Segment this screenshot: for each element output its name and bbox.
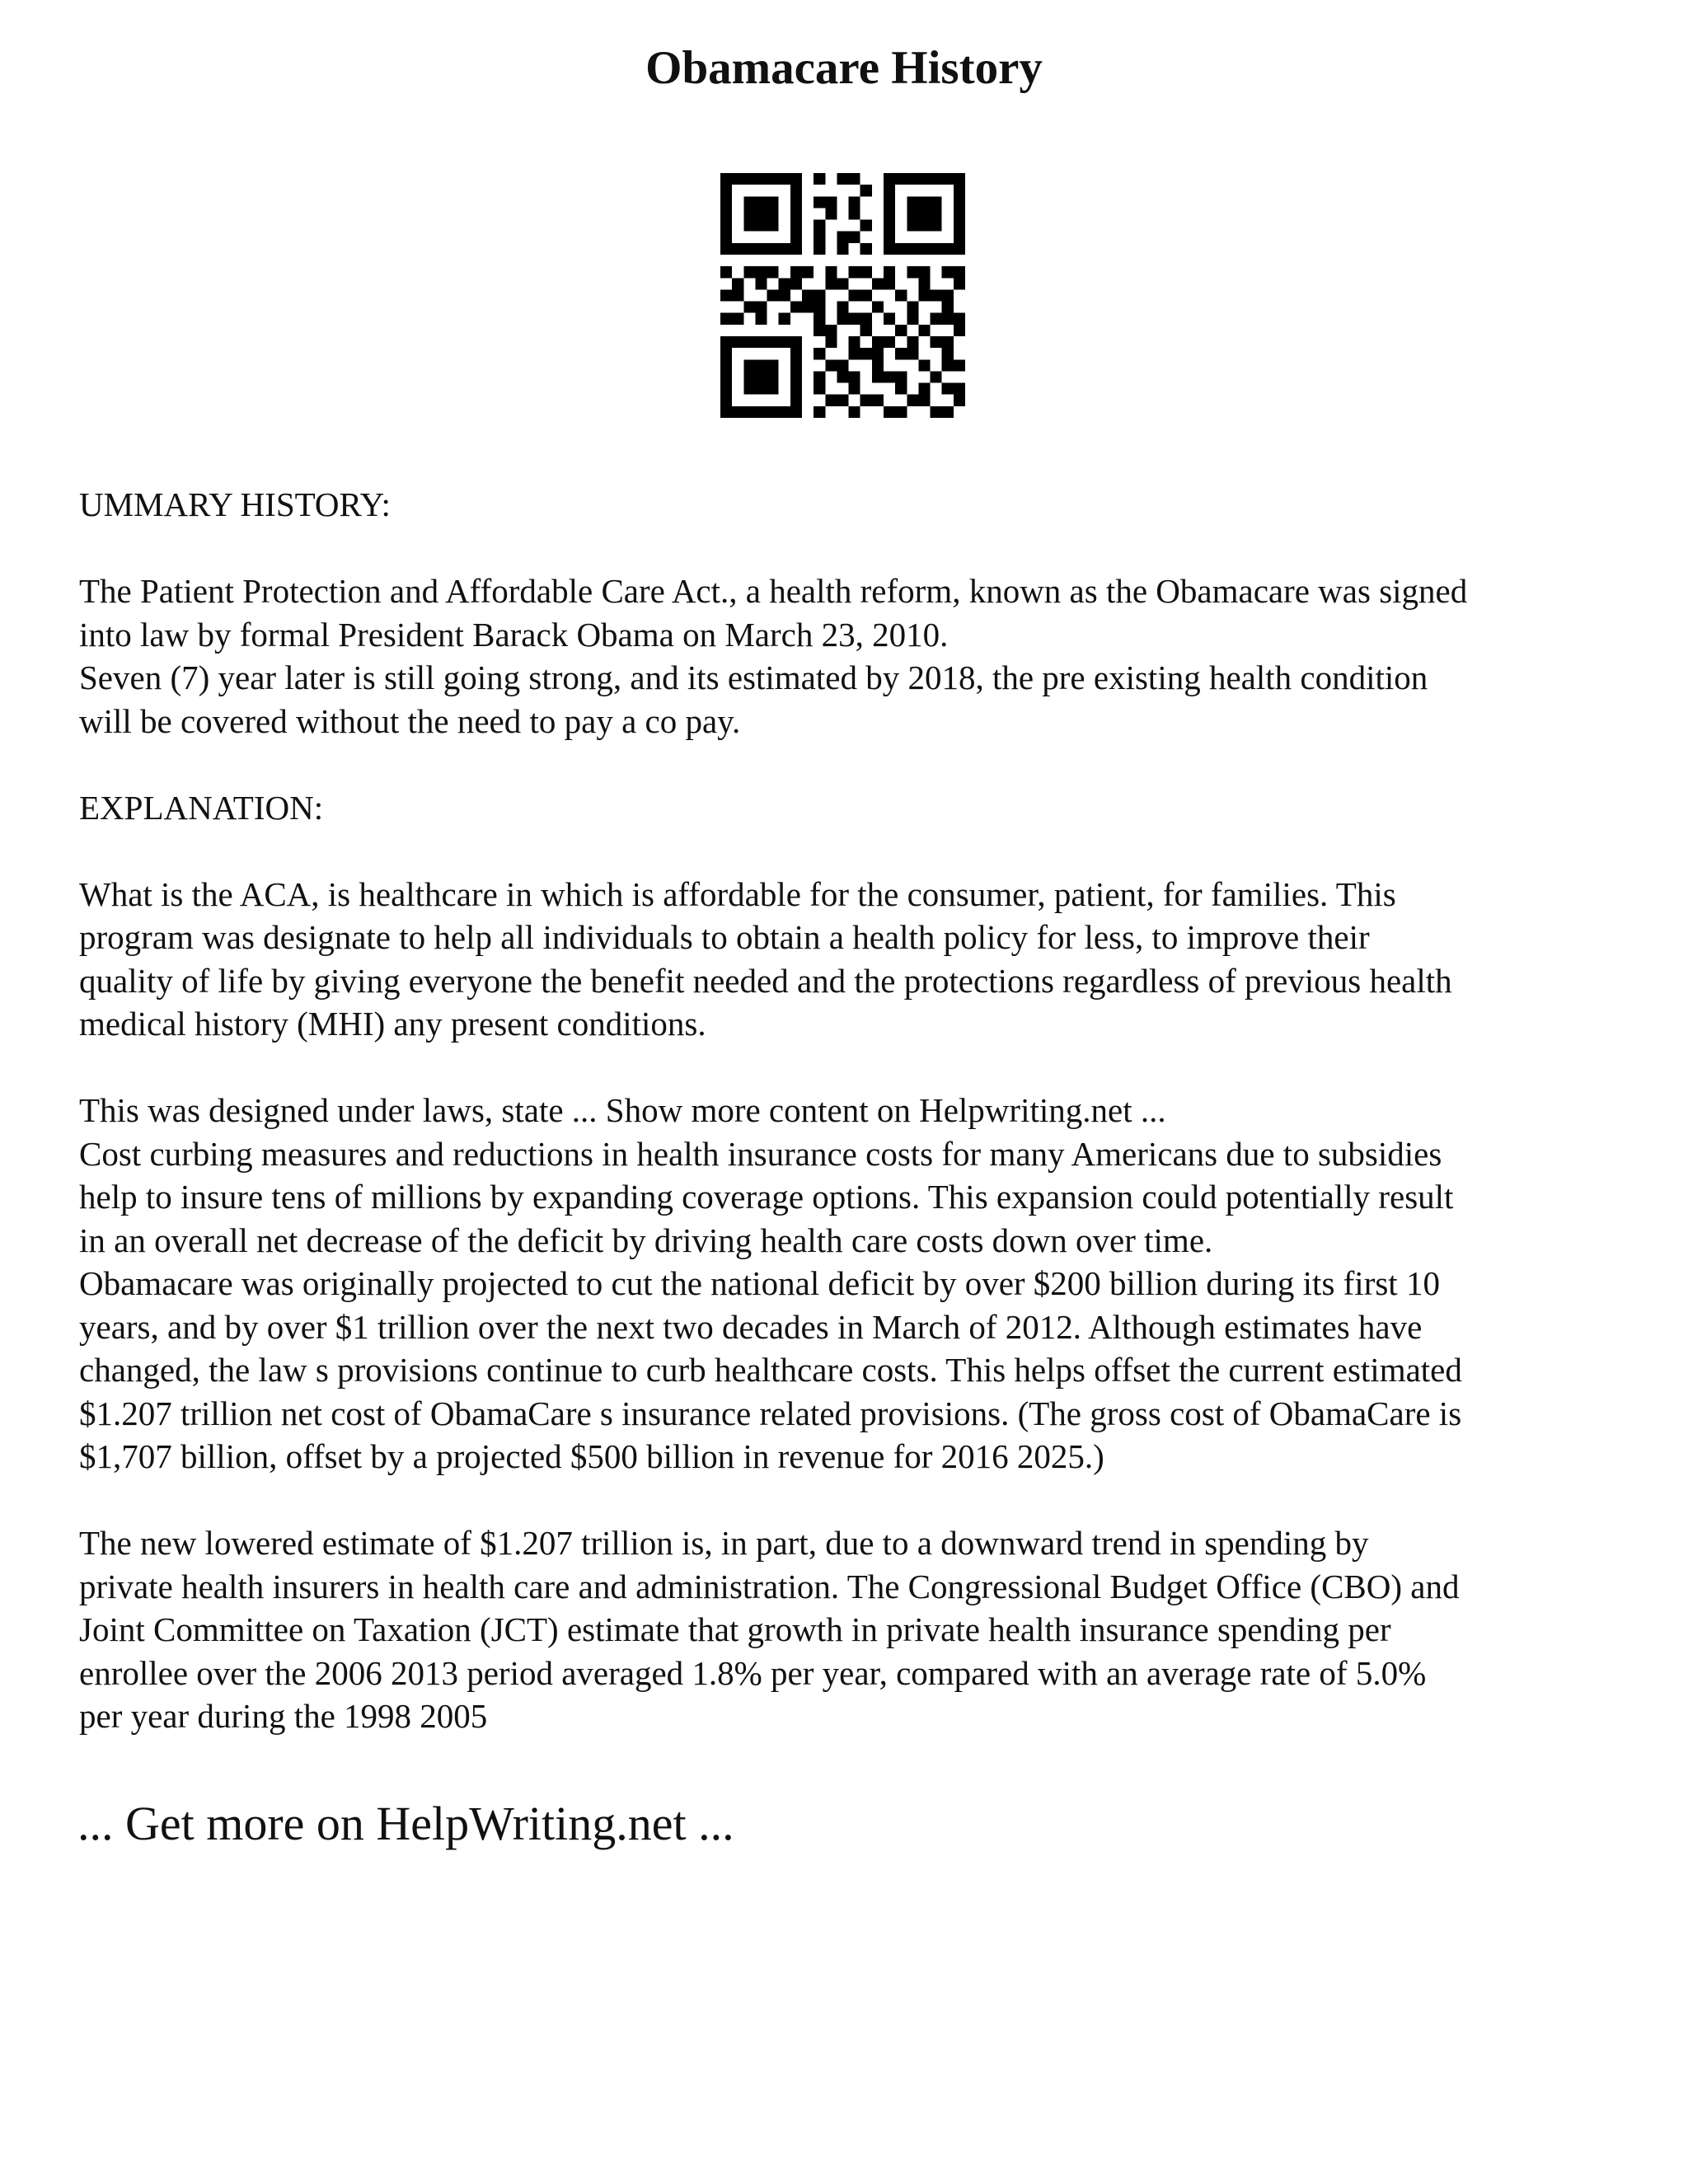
paragraph-gap [79,527,1645,570]
paragraph-gap [79,743,1645,786]
paragraph-gap [79,1479,1645,1522]
summary-heading: UMMARY HISTORY: [79,485,391,523]
qr-code-icon [720,173,965,418]
page-title: Obamacare History [645,42,1043,94]
get-more-link[interactable]: ... Get more on HelpWriting.net ... [77,1797,734,1850]
explanation-heading: EXPLANATION: [79,788,324,827]
summary-paragraph: The Patient Protection and Affordable Care Act., a health reform, known as the Obamacare was signed into law by formal President Barack Obama on March 23, 2010. Seven (7) year later is still going strong, and its estimated by 2018, the pre existing health condition will be covered without the need to pay a co pay. [79,572,1468,740]
paragraph-gap [79,829,1645,873]
paragraph-gap [79,1046,1645,1090]
explanation-paragraph: What is the ACA, is healthcare in which is affordable for the consumer, patient, for families. This program was designate to help all individuals to obtain a health policy for less, to improve their quality of life by giving everyone the benefit needed and the protections regardless of previous health medical history (MHI) any present conditions. [79,874,1452,1043]
cost-paragraph: This was designed under laws, state ... Show more content on Helpwriting.net ... Cost curbing measures and reductions in health insurance costs for many Americans due to subsidies help to insure tens of millions by expanding coverage options. This expansion could potentially result in an overall net decrease of the deficit by driving health care costs down over time. Obamacare was originally projected to cut the national deficit by over $200 billion during its first 10 years, and by over $1 trillion over the next two decades in March of 2012. Although estimates have changed, the law s provisions continue to curb healthcare costs. This helps offset the current estimated $1.207 trillion net cost of ObamaCare s insurance related provisions. (The gross cost of ObamaCare is $1,707 billion, offset by a projected $500 billion in revenue for 2016 2025.) [79,1091,1462,1475]
document-body [79,483,1645,1738]
estimate-paragraph: The new lowered estimate of $1.207 trillion is, in part, due to a downward trend in spending by private health insurers in health care and administration. The Congressional Budget Office (CBO) and Joint Committee on Taxation (JCT) estimate that growth in private health insurance spending per enrollee over the 2006 2013 period averaged 1.8% per year, compared with an average rate of 5.0% per year during the 1998 2005 [79,1524,1460,1735]
